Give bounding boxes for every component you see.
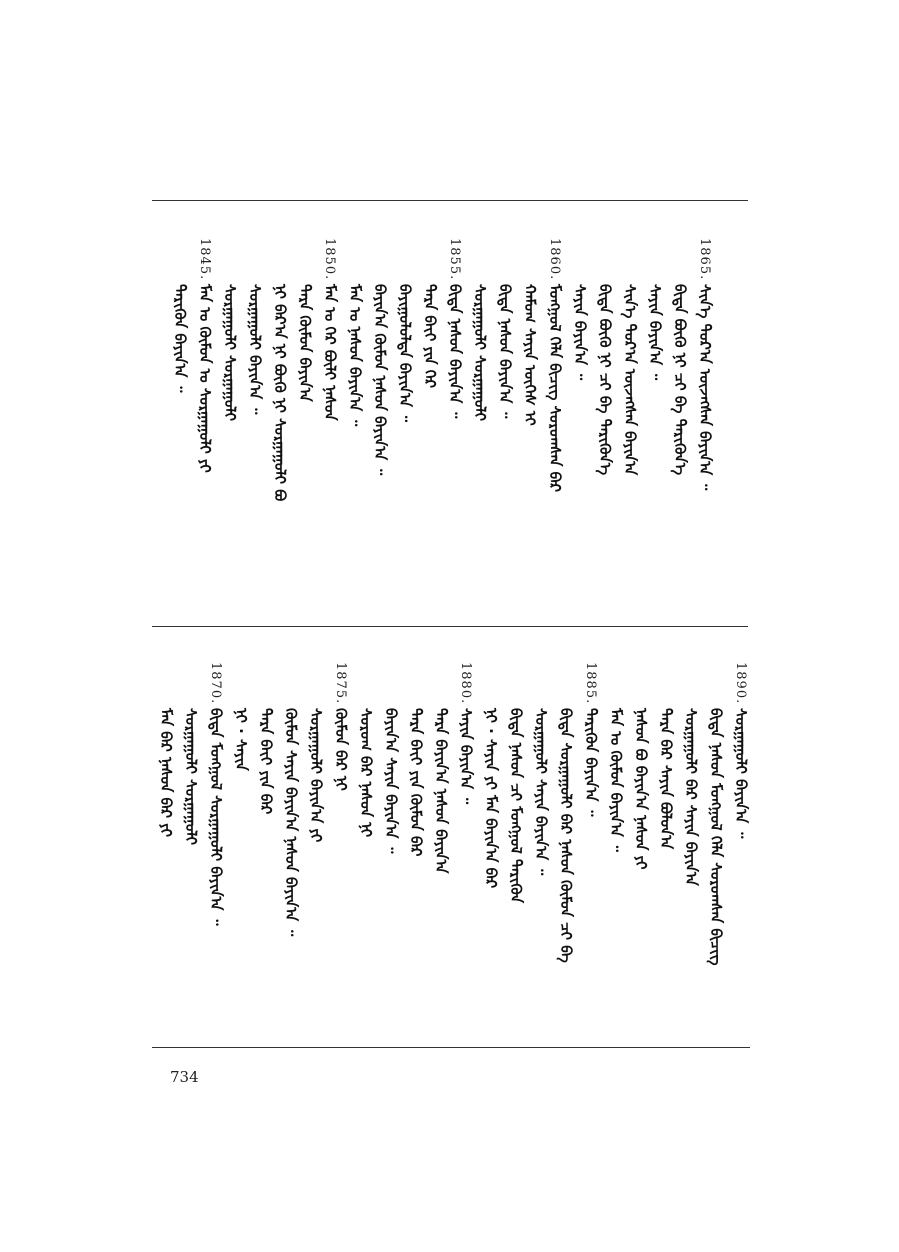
entry-number: 1885. bbox=[583, 662, 598, 705]
entry-text: ᠪᠢᠳᠡ ᠮᠣᠩᠭᠣᠯ ᠰᠤᠷᠭᠠᠭᠤᠯᠢ ᠪᠠᠶᠢᠨ᠎ᠠ ᠃ bbox=[207, 708, 225, 926]
entry-number: 1875. bbox=[333, 662, 348, 705]
entry-text: ᠰᠤᠷᠭᠠᠭᠤᠯᠢ ᠪᠠᠶᠢᠨ᠎ᠠ ᠃ bbox=[732, 708, 750, 839]
entry-text: ᠨᠢ · ᠰᠠᠶᠢᠨ bbox=[232, 708, 250, 771]
entry-text: ᠬᠦᠮᠦᠨ ᠰᠠᠶᠢᠨ ᠪᠠᠶᠢᠨ᠎ᠠ ᠨᠠᠰᠤᠨ ᠪᠠᠶᠢᠨ᠎ᠠ ᠃ bbox=[282, 708, 300, 937]
entry-text: ᠲᠡᠷᠢᠭᠦᠨ ᠪᠠᠶᠢᠨ᠎ᠠ ᠃ bbox=[582, 708, 600, 817]
entry-text: ᠮᠠᠨ ᠤ ᠭᠡᠷ ᠪᠦᠯᠢ ᠨᠠᠰᠤᠨ bbox=[321, 284, 339, 421]
entry-text: ᠰᠤᠷᠭᠠᠭᠤᠯᠢ ᠪᠠᠶᠢᠨ᠎ᠠ ᠃ bbox=[246, 284, 264, 415]
entry-text: ᠰᠠᠶᠢᠨ ᠪᠠᠶᠢᠨ᠎ᠠ ᠃ bbox=[571, 284, 589, 381]
bottom-rule bbox=[152, 1047, 750, 1048]
entry-text: ᠪᠠᠶᠢᠭᠤᠯᠤᠯᠲᠠ ᠪᠠᠶᠢᠨ᠎ᠠ ᠃ bbox=[396, 284, 414, 423]
entry-text: ᠰᠤᠷᠭᠠᠭᠤᠯᠢ ᠰᠤᠷᠭᠠᠭᠤᠯᠢ bbox=[221, 284, 239, 422]
entry-text: ᠰᠤᠷᠭᠠᠭᠤᠯᠢ ᠪᠠᠶᠢᠨ᠎ᠠ ᠶᠢ bbox=[307, 708, 325, 843]
entry-text: ᠲᠡᠷᠡ ᠪᠠᠶ᠋ᠢ ᠶᠢᠨ ᠬᠦᠮᠦᠨ ᠪᠠᠷ bbox=[407, 708, 425, 857]
entry-text: ᠬᠠᠮᠤᠭ ᠰᠠᠶᠢᠨ ᠦᠭᠡᠰ ᠢ bbox=[521, 284, 539, 426]
lower-text-block bbox=[157, 662, 750, 1037]
middle-rule bbox=[152, 626, 748, 627]
entry-text: ᠪᠢᠳᠡ ᠨᠠᠰᠤᠨ ᠪᠠᠶᠢᠨ᠎ᠠ ᠃ bbox=[496, 284, 514, 419]
entry-text: ᠪᠢᠳᠡ ᠪᠦᠬᠦ ᠨᠢ ᠴᠢ ᠪᠠ ᠲᠡᠷᠢᠭᠦᠨ᠎ᠡ bbox=[671, 284, 689, 476]
entry-text: ᠪᠢᠳᠡ ᠰᠤᠷᠭᠠᠭᠤᠯᠢ ᠪᠠᠷ ᠨᠠᠰᠤᠨ ᠬᠦᠮᠦᠨ ᠴᠢ ᠪᠠ bbox=[557, 708, 575, 963]
page-number: 734 bbox=[170, 1068, 199, 1086]
entry-text: ᠨᠢ ᠪᠠᠷ᠎ᠠ ᠨᠢ ᠪᠦᠬᠦ ᠨᠢ ᠰᠤᠷᠭᠠᠭᠤᠯᠢ ᠪᠣ bbox=[271, 284, 289, 502]
entry-text: ᠰᠤᠷᠭᠠᠭᠤᠯᠢ ᠰᠠᠶᠢᠨ ᠪᠠᠶᠢᠨ᠎ᠠ ᠃ bbox=[532, 708, 550, 876]
entry-number: 1880. bbox=[458, 662, 473, 705]
entry-text: ᠲᠡᠷᠡ ᠪᠠᠷ ᠰᠠᠶᠢᠨ ᠪᠣᠯᠤᠨ᠎ᠠ bbox=[657, 708, 675, 850]
entry-number: 1865. bbox=[697, 238, 712, 281]
entry-text: ᠰᠤᠷᠭᠠᠭᠤᠯᠢ ᠰᠤᠷᠭᠠᠭᠤᠯᠢ bbox=[471, 284, 489, 422]
entry-text: ᠨᠢ · ᠰᠠᠶᠢᠨ ᠶᠢ ᠮᠠᠨ ᠪᠠᠶᠢᠨ᠎ᠠ ᠪᠠᠷ bbox=[482, 708, 500, 889]
entry-text: ᠲᠡᠷᠡ ᠪᠠᠶ᠋ᠢ ᠶᠢᠨ ᠪᠠᠷ bbox=[257, 708, 275, 815]
entry-text: ᠲᠡᠷᠡ ᠪᠠᠶ᠋ᠢ ᠶᠢᠨ ᠭᠡᠷ bbox=[421, 284, 439, 389]
entry-text: ᠨᠠᠰᠤᠨ ᠪᠣ ᠪᠠᠶᠢᠨ᠎ᠠ ᠨᠠᠰᠤᠨ ᠶᠢ bbox=[632, 708, 650, 870]
entry-text: ᠲᠡᠷᠡ ᠬᠦᠮᠦᠨ ᠪᠠᠶᠢᠨ᠎ᠠ bbox=[296, 284, 314, 402]
entry-text: ᠪᠢᠳᠡ ᠨᠠᠰᠤᠨ ᠪᠠᠶᠢᠨ᠎ᠠ ᠃ bbox=[446, 284, 464, 419]
entry-text: ᠬᠦᠮᠦᠨ ᠪᠠᠷ ᠨᠢ bbox=[332, 708, 350, 791]
entry-number: 1850. bbox=[322, 238, 337, 281]
entry-number: 1870. bbox=[208, 662, 223, 705]
entry-text: ᠪᠢᠳᠡ ᠨᠠᠰᠤᠨ ᠴᠢ ᠮᠣᠩᠭᠣᠯ ᠲᠡᠷᠢᠭᠦᠨ bbox=[507, 708, 525, 904]
entry-text: ᠪᠢᠳᠡ ᠨᠠᠰᠤᠨ ᠮᠣᠩᠭᠣᠯ ᠬᠡᠯᠡ ᠰᠤᠷᠤᠭᠰᠠᠨ ᠪᠢᠴᠢᠭ bbox=[707, 708, 725, 966]
entry-text: ᠲᠡᠷᠢᠭᠦᠨ ᠪᠠᠶᠢᠨ᠎ᠠ ᠃ bbox=[171, 284, 189, 393]
entry-text: ᠰᠤᠷᠭᠠᠭᠤᠯᠢ ᠪᠠᠷ ᠰᠠᠶᠢᠨ ᠪᠠᠶᠢᠨ᠎ᠠ bbox=[682, 708, 700, 886]
entry-text: ᠪᠢᠳᠡ ᠪᠦᠬᠦ ᠨᠢ ᠴᠢ ᠪᠠ ᠲᠡᠷᠢᠭᠦᠨ᠎ᠡ bbox=[596, 284, 614, 476]
entry-text: ᠮᠠᠨ ᠤ ᠬᠦᠮᠦᠨ ᠤ ᠰᠤᠷᠭᠠᠭᠤᠯᠢ ᠶᠢ bbox=[196, 284, 214, 473]
entry-text: ᠰᠠᠶᠢᠨ ᠪᠠᠶᠢᠨ᠎ᠠ ᠃ bbox=[646, 284, 664, 381]
entry-text: ᠰᠢᠨ᠎ᠡ ᠳᠤᠷ᠎ᠠ ᠦᠵᠡᠭᠰᠡᠨ ᠪᠠᠶᠢᠨ᠎ᠠ ᠃ bbox=[696, 284, 714, 491]
entry-number: 1845. bbox=[197, 238, 212, 281]
entry-text: ᠮᠠᠨ ᠤ ᠨᠠᠰᠤᠨ ᠪᠠᠶᠢᠨ᠎ᠠ ᠃ bbox=[346, 284, 364, 427]
entry-text: ᠲᠡᠷᠡ ᠪᠠᠶᠢᠨ᠎ᠠ ᠨᠠᠰᠤᠨ ᠪᠠᠶᠢᠨ᠎ᠠ bbox=[432, 708, 450, 874]
entry-number: 1890. bbox=[733, 662, 748, 705]
top-rule bbox=[152, 200, 748, 201]
entry-text: ᠮᠣᠩᠭᠣᠯ ᠬᠡᠯᠡ ᠪᠢᠴᠢᠭ ᠰᠤᠷᠤᠭᠰᠠᠨ ᠪᠠᠷ bbox=[546, 284, 564, 493]
upper-text-block bbox=[172, 238, 722, 618]
entry-text: ᠰᠤᠷᠤᠭ ᠪᠠᠷ ᠨᠠᠰᠤᠨ ᠨᠢ bbox=[357, 708, 375, 838]
entry-text: ᠪᠠᠶᠢᠨ᠎ᠠ ᠬᠦᠮᠦᠨ ᠨᠠᠰᠤᠨ ᠪᠠᠶᠢᠨ᠎ᠠ ᠃ bbox=[371, 284, 389, 476]
entry-text: ᠰᠠᠶᠢᠨ ᠪᠠᠶᠢᠨ᠎ᠠ ᠃ bbox=[457, 708, 475, 805]
entry-text: ᠰᠢᠨ᠎ᠡ ᠳᠤᠷ᠎ᠠ ᠦᠵᠡᠭᠰᠡᠨ ᠪᠠᠶᠢᠨ᠎ᠠ bbox=[621, 284, 639, 476]
entry-text: ᠰᠤᠷᠭᠠᠭᠤᠯᠢ ᠰᠤᠷᠭᠠᠭᠤᠯᠢ bbox=[182, 708, 200, 846]
entry-text: ᠮᠠᠨ ᠤ ᠬᠦᠮᠦᠨ ᠪᠠᠶᠢᠨ᠎ᠠ ᠃ bbox=[607, 708, 625, 852]
entry-text: ᠮᠠᠨ ᠪᠠᠷ ᠨᠠᠰᠤᠨ ᠪᠠᠷ ᠶᠢ bbox=[157, 708, 175, 838]
entry-number: 1860. bbox=[547, 238, 562, 281]
entry-text: ᠪᠠᠶᠢᠨ᠎ᠠ ᠰᠠᠶᠢᠨ ᠪᠠᠶᠢᠨ᠎ᠠ ᠃ bbox=[382, 708, 400, 854]
entry-number: 1855. bbox=[447, 238, 462, 281]
